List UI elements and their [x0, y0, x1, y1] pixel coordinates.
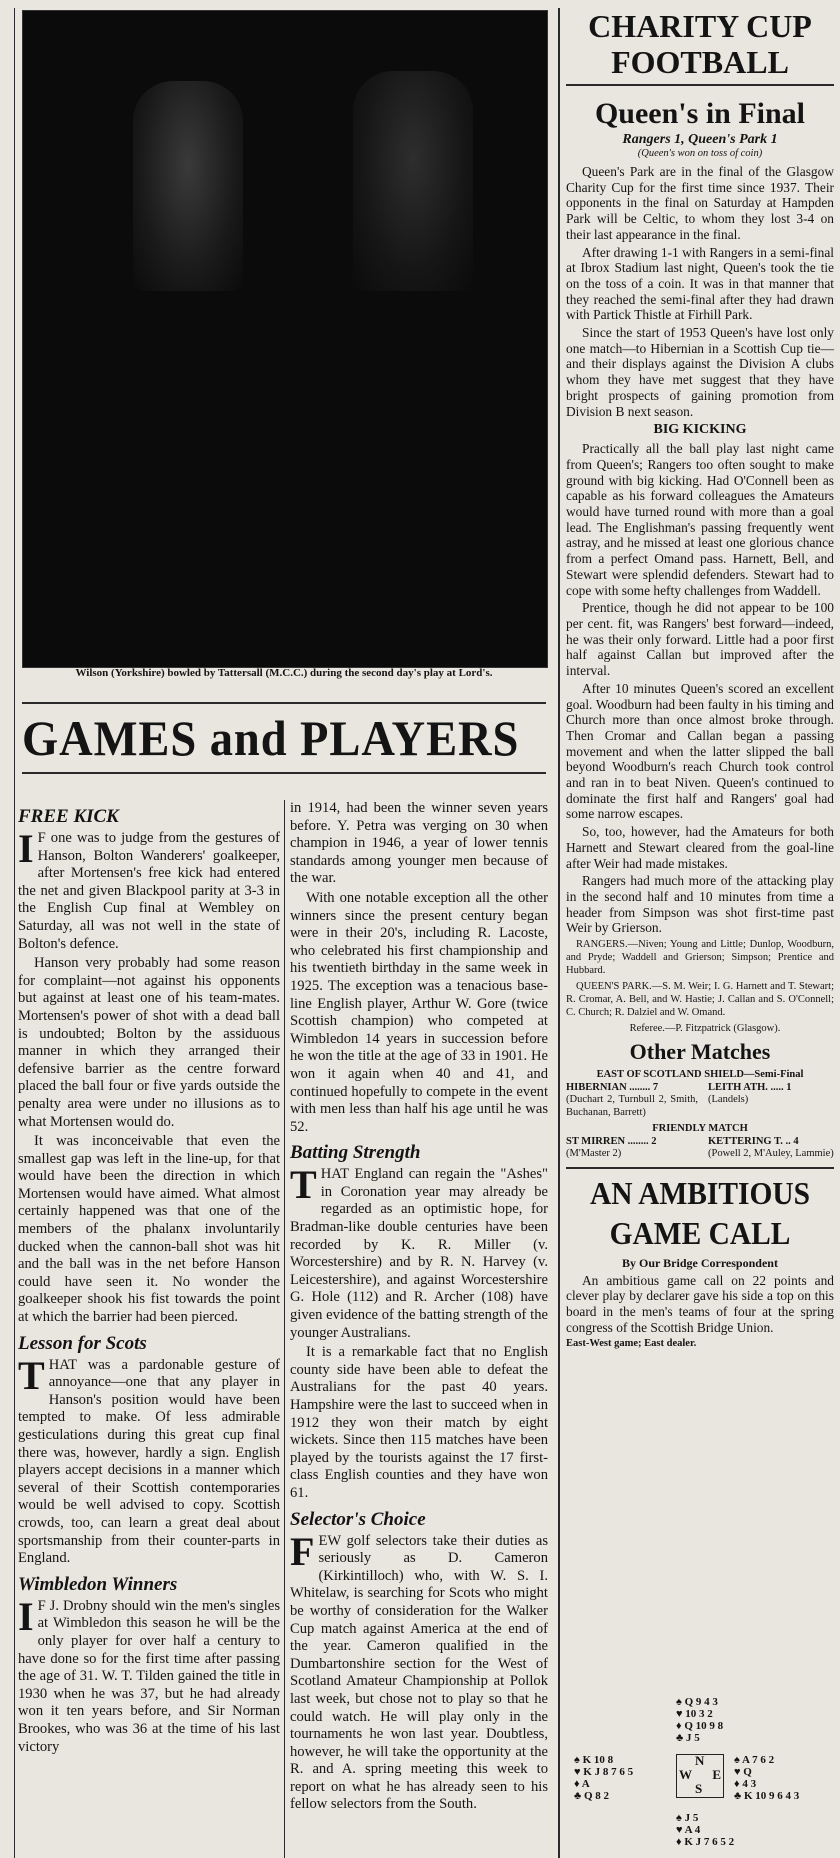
om2-away-scorers: (Powell 2, M'Auley, Lammie)	[708, 1148, 834, 1160]
south-hand: ♠ J 5 ♥ A 4 ♦ K J 7 6 5 2	[676, 1812, 735, 1848]
rangers-lineup: RANGERS.—Niven; Young and Little; Dunlop, Woodburn, and Pryde; Waddell and Grierson; Simpson; Prentice and Hubbard.	[566, 939, 834, 977]
om1-home: HIBERNIAN ........ 7	[566, 1081, 659, 1093]
batting-para-1: THAT England can regain the "Ashes" in Coronation year may already be regarded as an optimistic hope, for Bradman-like double centuries have been recorded by K. R. Miller (v. Worcestershire) and by R. N. Harvey (v. Leicestershire), and against Worcestershire G. Hole (112) and R. Archer (108) have given evidence of the batting strength of the younger Australians.	[290, 1162, 548, 1341]
bridge-byline: By Our Bridge Correspondent	[622, 1255, 778, 1270]
photo-caption: Wilson (Yorkshire) bowled by Tattersall (M.C.C.) during the second day's play at Lord's.	[75, 667, 493, 679]
photo-figure-fielder	[353, 71, 473, 291]
other-match-2-heading: FRIENDLY MATCH	[652, 1123, 748, 1135]
compass-w: W	[679, 1767, 692, 1782]
om1-away-scorers: (Landels)	[708, 1094, 749, 1106]
referee-line: Referee.—P. Fitzpatrick (Glasgow).	[629, 1023, 781, 1035]
dropcap-t2: T	[290, 1162, 317, 1208]
batting-para-2: It is a remarkable fact that no English county side have been able to defeat the Australians for the past 40 years. Hampshire were the last to succeed when in 1912 they won their match by eight wickets. Since then 115 matches have been played by the tourists against the 17 first-class English counties and they have won 61.	[290, 1344, 548, 1501]
om2-home: ST MIRREN ........ 2	[566, 1135, 657, 1147]
column-rule-left	[14, 8, 15, 1858]
selector-heading: Selector's Choice	[290, 1508, 426, 1530]
batting-heading: Batting Strength	[290, 1142, 421, 1164]
bridge-para: An ambitious game call on 22 points and clever play by declarer gave his side a top on this board in the men's teams of four at the spring congress of the Scottish Bridge Union.	[566, 1272, 834, 1335]
om1-away: LEITH ATH. ..... 1	[708, 1081, 792, 1093]
charity-para-6: After 10 minutes Queen's scored an excellent goal. Woodburn had been faulty in his timing and Church more than once almost broke through. Then Cromar and Callan began a passing movement and when the latter slipped the ball beyond Woodburn's reach Church took control and ran in to beat Niven. Queen's continued to dominate the first half and Rangers' goal had some narrow escapes.	[566, 680, 834, 822]
score-deck: Rangers 1, Queen's Park 1	[622, 132, 778, 147]
lesson-heading: Lesson for Scots	[18, 1332, 147, 1354]
om2-home-scorers: (M'Master 2)	[566, 1148, 622, 1160]
left-column	[18, 800, 280, 1758]
free-kick-para-1: I F one was to judge from the gestures of Hanson, Bolton Wanderers' goalkeeper, after Mortensen's free kick had entered the net and given Blackpool parity at 3-3 in the English Cup final at Wembley on Saturday, all was not well in the state of Bolton's defence.	[18, 826, 280, 952]
dropcap-t: T	[18, 1352, 45, 1398]
om1-home-scorers: (Duchart 2, Turnbull 2, Smith, Buchanan, Barrett)	[566, 1094, 698, 1118]
charity-para-7: So, too, however, had the Amateurs for both Harnett and Stewart cleared from the goal-line after Weir had made mistakes.	[566, 824, 834, 871]
charity-para-2: After drawing 1-1 with Rangers in a semi-final at Ibrox Stadium last night, Queen's took the tie on the toss of a coin. It was in that manner that they reached the semi-final after they had drawn with Partick Thistle at Firhill Park.	[566, 244, 834, 323]
dropcap-f: F	[290, 1528, 315, 1574]
compass-n: N	[695, 1753, 705, 1768]
football-title: FOOTBALL	[611, 44, 789, 80]
queens-lineup: QUEEN'S PARK.—S. M. Weir; I. G. Harnett and T. Stewart; R. Cromar, A. Bell, and W. Hastie; J. Callan and S. O'Connell; C. Church; R. Dalziel and W. Omand.	[566, 981, 834, 1019]
other-match-1	[566, 1069, 834, 1119]
middle-column	[290, 800, 548, 1816]
ambitious-title-2: GAME CALL	[609, 1214, 791, 1251]
charity-para-4: Practically all the ball play last night came from Queen's; Rangers too often sought to make ground with big kicking. Had O'Connell been as capable as his forward colleagues the Amateurs would have turned round with more than a goal lead. The Englishman's passing frequently went astray, and he missed at least one glorious chance from a perfect Omand pass. Harnett, Bell, and Stewart were splendid defenders. Stewart had to cope with some hefty challenges from Waddell.	[566, 441, 834, 598]
column-rule-right	[558, 8, 560, 1858]
north-hand: ♠ Q 9 4 3 ♥ 10 3 2 ♦ Q 10 9 8 ♣ J 5	[676, 1696, 724, 1744]
om2-away: KETTERING T. .. 4	[708, 1135, 799, 1147]
photo-figure-batsman	[133, 81, 243, 291]
right-title-rule	[566, 84, 834, 86]
wimbledon-heading: Wimbledon Winners	[18, 1573, 178, 1595]
ambitious-rule	[566, 1167, 834, 1169]
other-match-2	[566, 1123, 834, 1161]
charity-para-5: Prentice, though he did not appear to be 100 per cent. fit, was Rangers' best forward—indeed, he was their only forward. Little had a poor first half against Callan but improved after the interval.	[566, 600, 834, 679]
charity-para-8: Rangers had much more of the attacking play in the second half and 10 minutes from time a header from Simpson was shot first-time past Weir by Grierson.	[566, 873, 834, 936]
wimbledon-cont-1: in 1914, had been the winner seven years before. Y. Petra was verging on 30 when champion in 1946, a year of lower tennis standards among younger men because of the war.	[290, 800, 548, 887]
free-kick-para-2: Hanson very probably had some reason for complaint—not against his opponents but against at least one of his team-mates. Mortensen's power of shot with a dead ball is undoubted; Bolton by the assiduous manner in which they arranged their defensive barrier as the centre forward placed the ball four or five yards outside the penalty area were under no illusions as to what Mortensen would do.	[18, 955, 280, 1130]
score-note: (Queen's won on toss of coin)	[637, 148, 763, 159]
wimbledon-cont-2: With one notable exception all the other winners since the present century began were in their 20's, including R. Lacoste, who celebrated his first championship and his twentieth birthday in the same week in 1925. The exception was a tenacious base-line English player, Arthur W. Gore (twice Scottish champion) who competed at Wimbledon 14 years in succession before he won the title at the age of 33 in 1901. He won it again when 40 and 41, and continued hopefully to compete in the event with men less than half his age until he was 52.	[290, 889, 548, 1135]
charity-para-1: Queen's Park are in the final of the Glasgow Charity Cup for the first time since 1937. Their opponents in the final on Saturday at Hampden Park will be Celtic, to whom they lost 3-4 on their last appearance in the final.	[566, 164, 834, 242]
team-lineups	[566, 938, 834, 1035]
dropcap-i2: I	[18, 1593, 34, 1639]
bridge-diagram	[574, 1696, 832, 1858]
big-kicking-subhead: BIG KICKING	[653, 422, 747, 438]
section-masthead: GAMES and PLAYERS	[22, 710, 520, 766]
compass-e: E	[712, 1767, 721, 1782]
column-rule-middle	[284, 800, 285, 1858]
other-match-1-heading: EAST OF SCOTLAND SHIELD—Semi-Final	[596, 1069, 804, 1081]
masthead-rule-top	[22, 702, 546, 704]
cricket-photo	[22, 10, 548, 668]
queens-headline: Queen's in Final	[594, 97, 806, 130]
charity-para-3: Since the start of 1953 Queen's have lost only one match—to Hibernian in a Scottish Cup tie—and their displays against the Division A clubs whom they have met suggest that they have bright prospects of gaining promotion from Division B next season.	[566, 325, 834, 419]
free-kick-heading: FREE KICK	[18, 806, 119, 827]
compass-box	[676, 1754, 724, 1798]
compass-s: S	[695, 1781, 703, 1796]
right-column	[566, 8, 834, 1350]
masthead-rule-bottom	[22, 772, 546, 774]
charity-cup-title: CHARITY CUP	[588, 8, 812, 44]
ambitious-title-1: AN AMBITIOUS	[589, 1174, 811, 1211]
other-matches-title: Other Matches	[629, 1039, 771, 1065]
selector-para-1: FEW golf selectors take their duties as seriously as D. Cameron (Kirkintilloch) who, with W. S. I. Whitelaw, is searching for Scots who might be worthy of consideration for the Walker Cup match against America at the end of the year. Cameron qualified in the Dumbartonshire section for the West of Scotland Amateur Championship at Pollok last week, but chose not to play so that he could watch. He will play only in the tournaments he won last year. Doubtless, however, he will take the opportunity at the R. and A. spring meeting this week to report on what he has already seen to his fellow selectors from the South.	[290, 1528, 548, 1813]
dropcap-i: I	[18, 826, 34, 871]
free-kick-para-3: It was inconceivable that even the smallest gap was left in the line-up, for that would have been the direction in which Mortensen would have aimed. What almost certainly happened was that one of the members of the phalanx involuntarily ducked when the cannon-ball shot was hit and the ball was in the net before Hanson could have seen it. No wonder the goalkeeper shook his fist towards the point at which the barrier had been pierced.	[18, 1133, 280, 1326]
west-hand: ♠ K 10 8 ♥ K J 8 7 6 5 ♦ A ♣ Q 8 2	[574, 1754, 634, 1802]
east-hand: ♠ A 7 6 2 ♥ Q ♦ 4 3 ♣ K 10 9 6 4 3	[734, 1754, 800, 1802]
deal-line: East-West game; East dealer.	[566, 1338, 697, 1350]
lesson-para-1: THAT was a pardonable gesture of annoyance—one that any player in Hanson's position would have been tempted to make. Of less admirable gesticulations during this great cup final there was, however, hardly a sign. English players accept decisions in a manner which several of their Scottish contemporaries would be well advised to copy. Scottish crowds, too, can learn a great deal about sportsmanship from their counter-parts in England.	[18, 1352, 280, 1567]
wimbledon-para-1: I F J. Drobny should win the men's singles at Wimbledon this season he will be the only player for over half a century to have done so for the first time after passing the age of 31. W. T. Tilden gained the title in 1930 when he was 37, but he had already won it ten years before, and Sir Norman Brookes, who was 36 at the time of his last victory	[18, 1593, 280, 1755]
